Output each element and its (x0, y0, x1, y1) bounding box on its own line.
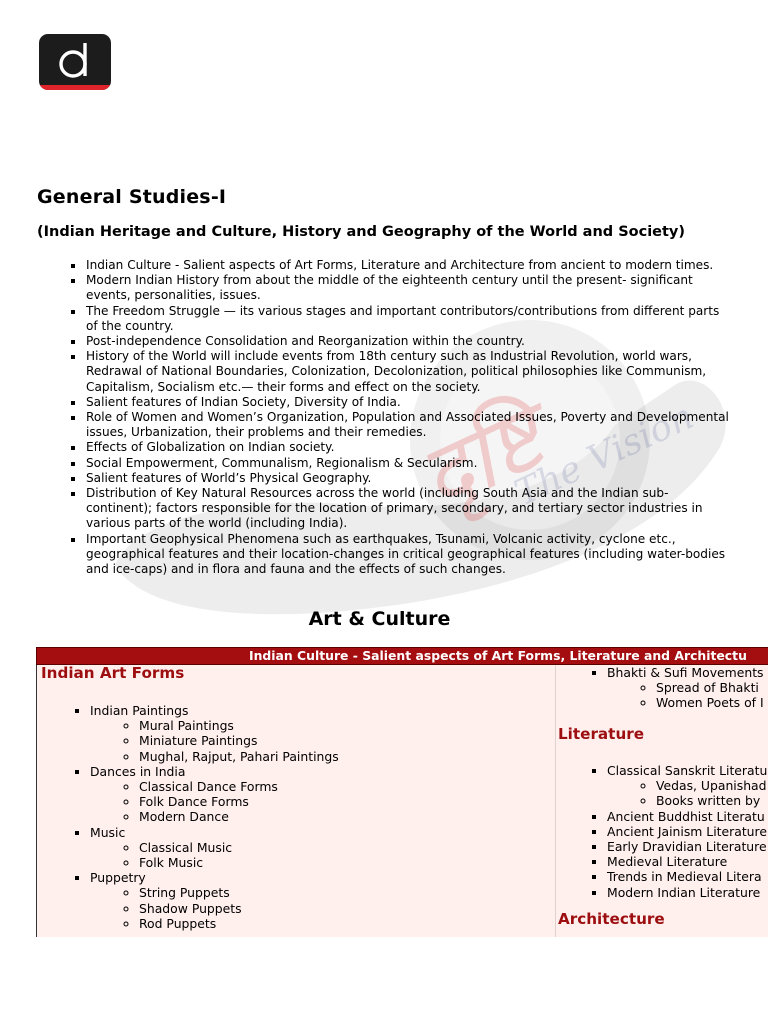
list-item: ▪ Effects of Globalization on Indian society. (85, 440, 733, 455)
list-item: ▪ Bhakti & Sufi Movements ◦ Spread of Bhakti ◦ Women Poets of I (607, 665, 764, 711)
art-forms-list (90, 703, 339, 931)
list-item: ▪ Classical Sanskrit Literatu ◦ Vedas, Upanishad ◦ Books written by (607, 763, 767, 809)
list-item: ▪ Ancient Jainism Literature (607, 824, 767, 839)
table-column-right (555, 665, 768, 937)
list-item: ▪ Salient features of World’s Physical Geography. (85, 471, 733, 486)
list-item: ▪ Music ◦ Classical Music ◦ Folk Music (90, 825, 339, 871)
list-item: ▪ Indian Paintings ◦ Mural Paintings ◦ Miniature Paintings ◦ Mughal, Rajput, Pahari Paintings (90, 703, 339, 764)
page-subtitle: (Indian Heritage and Culture, History and Geography of the World and Society) (37, 224, 686, 240)
list-item: ▪ Medieval Literature (607, 854, 767, 869)
list-item: ▪ Modern Indian Literature (607, 885, 767, 900)
page-title: General Studies-I (37, 186, 227, 208)
list-item: ◦ Shadow Puppets (139, 901, 339, 916)
list-item: ▪ Role of Women and Women’s Organization, Population and Associated Issues, Poverty and Developmental issues, Urbanization, their problems and their remedies. (85, 410, 733, 440)
col-heading-architecture: Architecture (558, 910, 665, 928)
topics-list (85, 258, 733, 577)
syllabus-table (36, 647, 768, 937)
table-header-text: Indian Culture - Salient aspects of Art Forms, Literature and Architectu (249, 648, 747, 663)
list-item: ▪ The Freedom Struggle — its various stages and important contributors/contributions from different parts of the country. (85, 304, 733, 334)
list-item: ▪ Puppetry ◦ String Puppets ◦ Shadow Puppets ◦ Rod Puppets (90, 870, 339, 931)
bhakti-list (607, 665, 764, 711)
section-heading: Art & Culture (308, 608, 451, 630)
list-item: ◦ Miniature Paintings (139, 733, 339, 748)
watermark-hindi: दृष्टि (403, 384, 560, 532)
logo (39, 34, 111, 90)
list-item: ◦ String Puppets (139, 885, 339, 900)
list-item: ▪ Indian Culture - Salient aspects of Art Forms, Literature and Architecture from ancient to modern times. (85, 258, 733, 273)
list-item: ◦ Spread of Bhakti (656, 680, 764, 695)
list-item: ◦ Classical Dance Forms (139, 779, 339, 794)
list-item: ▪ Ancient Buddhist Literatu (607, 809, 767, 824)
list-item: ▪ Social Empowerment, Communalism, Regionalism & Secularism. (85, 456, 733, 471)
list-item: ◦ Rod Puppets (139, 916, 339, 931)
list-item: ◦ Books written by (656, 793, 767, 808)
table-header (36, 647, 768, 665)
list-item: ◦ Women Poets of I (656, 695, 764, 710)
list-item: ▪ Early Dravidian Literature (607, 839, 767, 854)
list-item: ◦ Folk Music (139, 855, 339, 870)
list-item: ◦ Mural Paintings (139, 718, 339, 733)
list-item: ◦ Folk Dance Forms (139, 794, 339, 809)
list-item: ◦ Modern Dance (139, 809, 339, 824)
list-item: ▪ Salient features of Indian Society, Diversity of India. (85, 395, 733, 410)
list-item: ▪ Modern Indian History from about the middle of the eighteenth century until the present- significant events, personalities, issues. (85, 273, 733, 303)
list-item: ▪ Trends in Medieval Litera (607, 869, 767, 884)
list-item: ▪ Post-independence Consolidation and Reorganization within the country. (85, 334, 733, 349)
table-column-left (36, 665, 556, 937)
list-item: ▪ Important Geophysical Phenomena such as earthquakes, Tsunami, Volcanic activity, cyclone etc., geographical features and their location-changes in critical geographical features (including water-bodies and ice-caps) and in flora and fauna and the effects of such changes. (85, 532, 733, 578)
logo-d-glyph (39, 34, 111, 90)
col-heading-literature: Literature (558, 725, 645, 743)
col-heading-art-forms: Indian Art Forms (41, 664, 185, 682)
watermark-tagline: The Vision (508, 396, 700, 515)
list-item: ◦ Mughal, Rajput, Pahari Paintings (139, 749, 339, 764)
list-item: ▪ Distribution of Key Natural Resources across the world (including South Asia and the Indian sub-continent); factors responsible for the location of primary, secondary, and tertiary sector industries in various parts of the world (including India). (85, 486, 733, 532)
list-item: ◦ Classical Music (139, 840, 339, 855)
literature-list (607, 763, 767, 900)
logo-red-bar (39, 85, 111, 90)
list-item: ◦ Vedas, Upanishad (656, 778, 767, 793)
list-item: ▪ Dances in India ◦ Classical Dance Forms ◦ Folk Dance Forms ◦ Modern Dance (90, 764, 339, 825)
list-item: ▪ History of the World will include events from 18th century such as Industrial Revolution, world wars, Redrawal of National Boundaries, Colonization, Decolonization, political philosophies like Communism, Capitalism, Socialism etc.— their forms and effect on the society. (85, 349, 733, 395)
